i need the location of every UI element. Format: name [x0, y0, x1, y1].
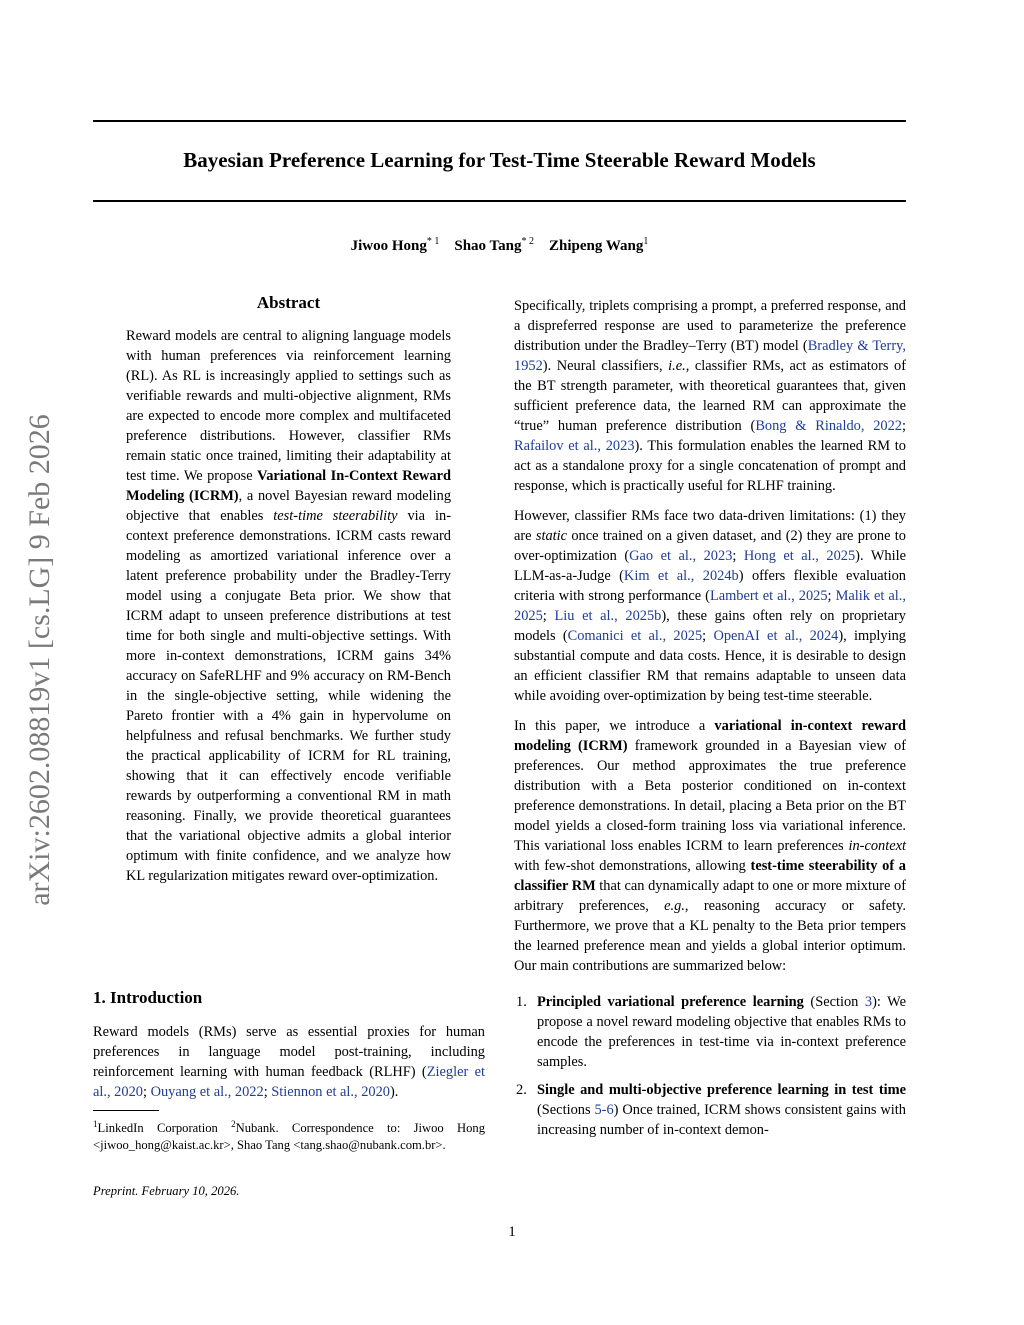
- section-ref-link[interactable]: 5-6: [594, 1102, 614, 1118]
- author-list: [93, 236, 906, 255]
- paper-title: Bayesian Preference Learning for Test-Time Steerable Reward Models: [183, 148, 816, 172]
- author-name: Shao Tang: [454, 238, 522, 254]
- author-mark: * 2: [521, 236, 535, 247]
- page-number: 1: [508, 1224, 516, 1240]
- paragraph: Specifically, triplets comprising a prompt, a preferred response, and a dispreferred response are used to parameterize the preference distribution under the Bradley–Terry (BT) model (Bradley & Terry, 1952). Neural classifiers, i.e., classifier RMs, act as estimators of the BT strength parameter, with theoretical guarantees that, given sufficient preference data, the learned RM can approximate the “true” human preference distribution (Bong & Rinaldo, 2022; Rafailov et al., 2023). This formulation enables the learned RM to act as a standalone proxy for a single concatenation of prompt and response, which is practically useful for RLHF training.: [514, 298, 906, 494]
- abstract-text: Reward models are central to aligning language models with human preferences via reinforcement learning (RL). As RL is increasingly applied to settings such as verifiable rewards and multi-objective alignment, RMs are expected to encode more complex and multifaceted preference distributions. However, classifier RMs remain static once trained, limiting their adaptability at test time. We propose Variational In-Context Reward Modeling (ICRM), a novel Bayesian reward modeling objective that enables test-time steerability via in-context preference demonstrations. ICRM casts reward modeling as amortized variational inference over a latent preference probability under the Bradley-Terry model using a conjugate Beta prior. We show that ICRM adapt to unseen preference distributions at test time for both single and multi-objective settings. With more in-context demonstrations, ICRM gains 34% accuracy on SafeRLHF and 9% accuracy on RM-Bench in the single-objective setting, while widening the Pareto frontier with a 4% gain in hypervolume on helpfulness and refusal benchmarks. We further study the practical applicability of ICRM for RL training, showing that it can effectively encode verifiable rewards by outperforming a conventional RM in math reasoning. Finally, we provide theoretical guarantees that the variational objective admits a global interior optimum with finite confidence, and we analyze how KL regularization mitigates reward over-optimization.: [126, 328, 452, 884]
- intro-paragraph: Reward models (RMs) serve as essential proxies for human preferences in language model post-training, including reinforcement learning with human feedback (RLHF) (Ziegler et al., 2020; Ouyang et al., 2022; Stiennon et al., 2020).: [93, 1024, 485, 1100]
- title-bottom-rule: [93, 200, 906, 202]
- citation-link[interactable]: Malik et al., 2025: [514, 588, 906, 624]
- citation-link[interactable]: Kim et al., 2024b: [623, 568, 739, 584]
- top-rule: [93, 120, 906, 122]
- paragraph: In this paper, we introduce a variational in-context reward modeling (ICRM) framework grounded in a Bayesian view of preferences. Our method approximates the true preference distribution with a Beta posterior conditioned on in-context preference demonstrations. In detail, placing a Beta prior on the BT model yields a closed-form training loss via variational inference. This variational loss enables ICRM to learn preferences in-context with few-shot demonstrations, allowing test-time steerability of a classifier RM that can dynamically adapt to one or more mixture of arbitrary preferences, e.g., reasoning accuracy or safety. Furthermore, we prove that a KL penalty to the Beta prior tempers the learned preference mean and yields a global interior optimum. Our main contributions are summarized below:: [514, 718, 906, 974]
- citation-link[interactable]: Bradley & Terry, 1952: [514, 338, 906, 374]
- paragraph: However, classifier RMs face two data-driven limitations: (1) they are static once trained on a given dataset, and (2) they are prone to over-optimization (Gao et al., 2023; Hong et al., 2025). While LLM-as-a-Judge (Kim et al., 2024b) offers flexible evaluation criteria with strong performance (Lambert et al., 2025; Malik et al., 2025; Liu et al., 2025b), these gains often rely on proprietary models (Comanici et al., 2025; OpenAI et al., 2024), implying substantial compute and data costs. Hence, it is desirable to design an efficient classifier RM that remains adaptable to unseen data while avoiding over-optimization by being test-time steerable.: [514, 508, 906, 704]
- citation-link[interactable]: Ouyang et al., 2022: [150, 1084, 264, 1100]
- citation-link[interactable]: Rafailov et al., 2023: [514, 438, 635, 454]
- author-name: Jiwoo Hong: [350, 238, 427, 254]
- right-column: [514, 296, 906, 1148]
- citation-link[interactable]: OpenAI et al., 2024: [713, 628, 839, 644]
- section-heading-introduction: 1. Introduction: [93, 988, 203, 1007]
- citation-link[interactable]: Ziegler et al., 2020: [93, 1064, 485, 1100]
- citation-link[interactable]: Lambert et al., 2025: [709, 588, 828, 604]
- footnote-rule: [93, 1110, 159, 1111]
- section-ref-link[interactable]: 3: [864, 994, 873, 1010]
- citation-link[interactable]: Comanici et al., 2025: [567, 628, 703, 644]
- footnote: $^1$LinkedIn Corporation $^2$Nubank. Correspondence to: Jiwoo Hong <jiwoo_hong@kaist.ac.kr>, Shao Tang <tang.shao@nubank.com.br>.: [93, 1119, 485, 1153]
- citation-link[interactable]: Liu et al., 2025b: [554, 608, 662, 624]
- preprint-note: Preprint. February 10, 2026.: [93, 1184, 240, 1198]
- author-mark: * 1: [426, 236, 440, 247]
- abstract-heading: Abstract: [256, 293, 321, 312]
- citation-link[interactable]: Hong et al., 2025: [743, 548, 856, 564]
- citation-link[interactable]: Bong & Rinaldo, 2022: [755, 418, 902, 434]
- arxiv-id: arXiv:2602.08819v1 [cs.LG] 9 Feb 2026: [23, 414, 56, 906]
- contribution-list: [514, 992, 906, 1140]
- author-name: Zhipeng Wang: [549, 238, 644, 254]
- citation-link[interactable]: Gao et al., 2023: [629, 548, 733, 564]
- author-mark: 1: [643, 236, 649, 247]
- list-item: 2. Single and multi-objective preference learning in test time (Sections 5-6) Once trained, ICRM shows consistent gains with increasing number of in-context demon-: [516, 1082, 906, 1138]
- list-item: 1. Principled variational preference learning (Section 3): We propose a novel reward modeling objective that enables RMs to encode the preferences in test-time via in-context preference samples.: [516, 994, 906, 1070]
- citation-link[interactable]: Stiennon et al., 2020: [271, 1084, 391, 1100]
